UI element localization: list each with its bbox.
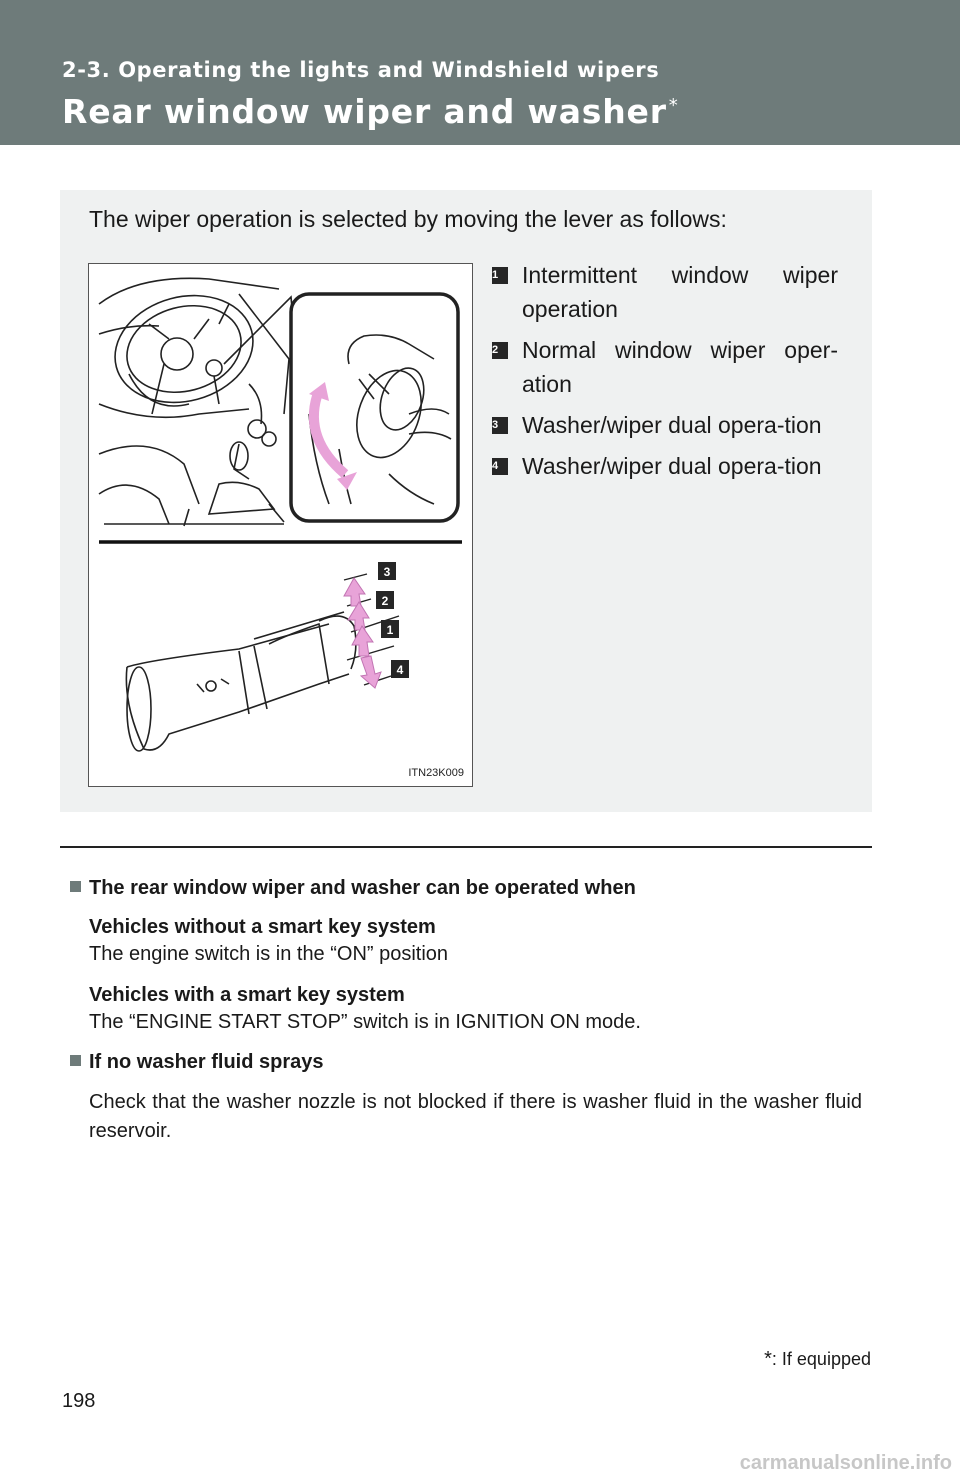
page-number: 198 [62,1390,96,1412]
operation-number: 4 [492,458,508,475]
note-body: Check that the washer nozzle is not blocked if there is washer fluid in the washer fluid reservoir. [89,1091,862,1142]
figure-code: ITN23K009 [408,767,464,779]
operation-item-2 [492,333,838,401]
note-heading-text: The rear window wiper and washer can be operated when [89,877,636,899]
page-title [62,92,679,131]
operation-item-4 [492,449,838,483]
operation-number: 1 [492,267,508,284]
callout-2: 2 [381,594,389,608]
operation-text: Intermittent window wiper operation [522,262,838,322]
operation-text: Washer/wiper dual opera-tion [522,412,822,438]
footnote [764,1348,871,1371]
page-header [0,0,960,145]
operation-list [492,258,838,490]
operation-item-3 [492,408,838,442]
dashboard-scene [99,278,289,526]
wiper-lever-illustration [88,263,473,787]
bullet-square-icon [70,1055,81,1066]
note-subsection [70,982,862,1036]
note-heading [70,1050,862,1074]
if-equipped-mark: * [668,95,679,116]
notes-section [70,876,862,1146]
note-subsection [70,914,862,968]
asterisk-icon: * [764,1348,772,1370]
section-title: 2-3. Operating the lights and Windshield wipers [62,58,660,82]
page-title-text: Rear window wiper and washer [62,92,667,131]
bullet-square-icon [70,881,81,892]
illustration-drawing [89,264,472,786]
panel-intro: The wiper operation is selected by moving the lever as follows: [89,206,727,232]
callout-4: 4 [396,663,404,677]
callout-numbers [376,562,409,678]
note-subtext: The “ENGINE START STOP” switch is in IGNITION ON mode. [89,1011,641,1033]
operation-number: 3 [492,417,508,434]
note-sublabel: Vehicles without a smart key system [89,916,436,938]
note-subtext: The engine switch is in the “ON” position [89,943,449,965]
callout-3: 3 [383,565,391,579]
wiper-lever [126,612,356,751]
note-heading-text: If no washer fluid sprays [89,1051,324,1073]
callout-1: 1 [386,623,394,637]
lever-arrows [344,578,381,688]
operation-item-1 [492,258,838,326]
operation-number: 2 [492,342,508,359]
operation-text: Normal window wiper oper-ation [522,337,838,397]
watermark: carmanualsonline.info [739,1452,952,1474]
illustration-panel [60,190,872,812]
footnote-text: : If equipped [771,1349,871,1369]
note-heading [70,876,862,900]
section-rule [60,846,872,848]
note-sublabel: Vehicles with a smart key system [89,984,405,1006]
operation-text: Washer/wiper dual opera-tion [522,453,822,479]
